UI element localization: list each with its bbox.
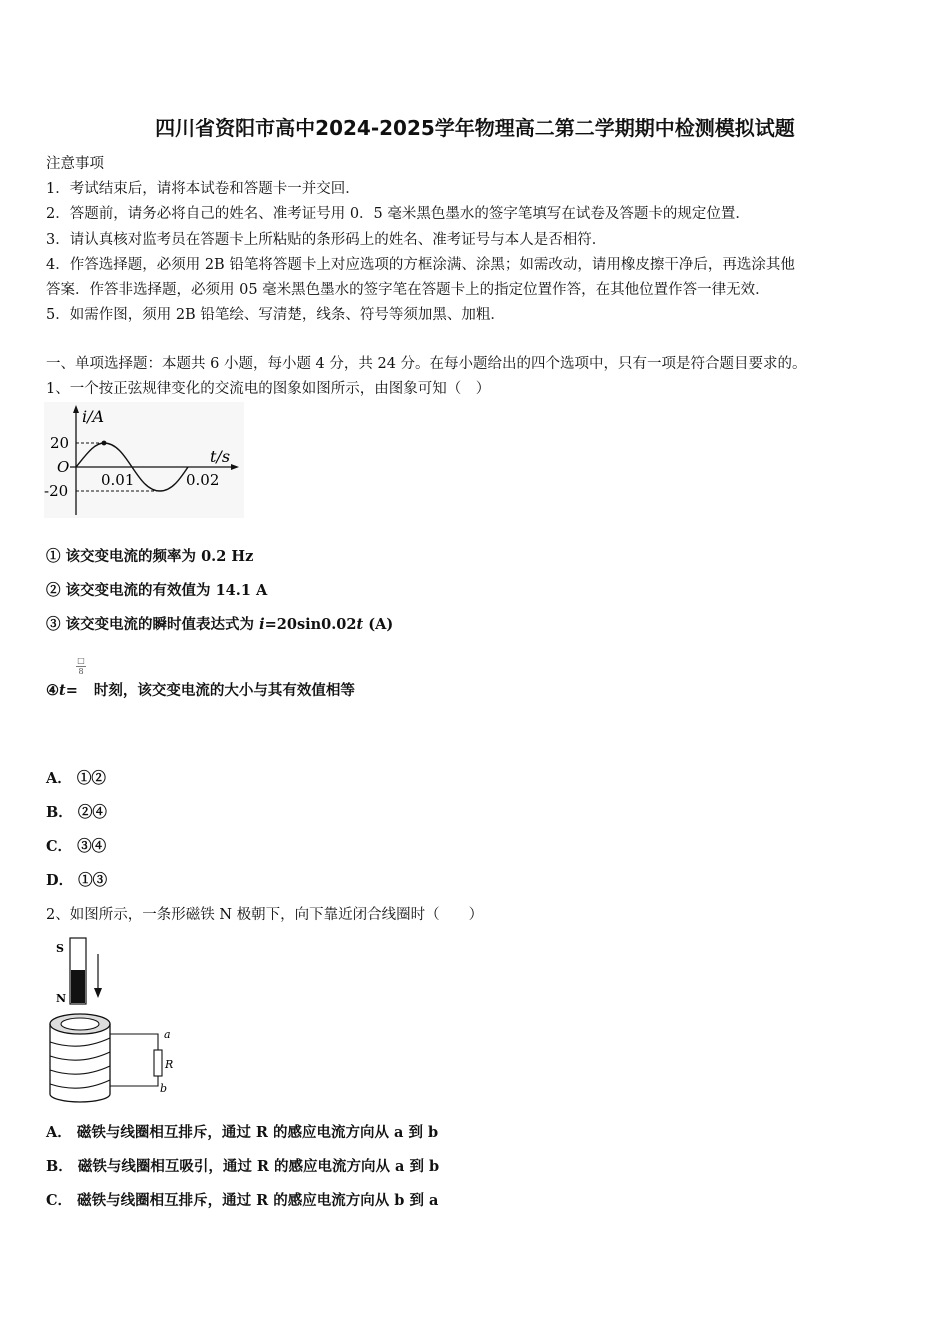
terminal-a-label: a — [164, 1028, 171, 1041]
coil-bottom — [50, 1094, 110, 1102]
wire-bottom — [110, 1076, 158, 1086]
y-tick-negative: -20 — [44, 482, 69, 500]
x-axis-label: t/s — [210, 447, 231, 466]
coil-winding — [50, 1080, 110, 1088]
q1-option-a: A． ①② — [46, 770, 106, 787]
q1-statement-1: ① 该交变电流的频率为 0.2 Hz — [46, 548, 254, 565]
peak-dot — [102, 441, 107, 446]
coil-winding — [50, 1038, 110, 1046]
q2-option-b: B． 磁铁与线圈相互吸引，通过 R 的感应电流方向从 a 到 b — [46, 1158, 440, 1175]
coil-hole — [61, 1018, 99, 1030]
x-tick-2: 0.02 — [186, 471, 220, 489]
north-pole-label: N — [56, 992, 67, 1005]
q2-magnet-coil-figure — [42, 934, 192, 1106]
terminal-b-label: b — [160, 1082, 168, 1095]
coil-winding — [50, 1052, 110, 1060]
notice-item-1: 1．考试结束后，请将本试卷和答题卡一并交回． — [46, 181, 360, 197]
motion-arrow-head — [94, 988, 102, 998]
section-heading: 一、单项选择题：本题共 6 小题，每小题 4 分，共 24 分。在每小题给出的四个选项中，只有一项是符合题目要求的。 — [46, 356, 807, 372]
notice-heading: 注意事项 — [46, 156, 104, 172]
q1-stem: 1、一个按正弦规律变化的交流电的图象如图所示，由图象可知（ ） — [46, 381, 491, 397]
q1-current-graph — [44, 402, 244, 518]
q1-statement-2: ② 该交变电流的有效值为 14.1 A — [46, 582, 268, 599]
q2-option-c: C． 磁铁与线圈相互排斥，通过 R 的感应电流方向从 b 到 a — [46, 1192, 439, 1209]
magnet-north-half — [71, 970, 85, 1003]
origin-label: O — [57, 458, 70, 476]
resistor-label: R — [165, 1058, 174, 1071]
y-axis-label: i/A — [82, 407, 105, 426]
notice-item-4: 4．作答选择题，必须用 2B 铅笔将答题卡上对应选项的方框涂满、涂黑；如需改动，请用橡皮擦干净后，再选涂其他 — [46, 257, 795, 273]
page-title: 四川省资阳市高中2024-2025学年物理高二第二学期期中检测模拟试题 — [155, 116, 795, 140]
resistor — [154, 1050, 162, 1076]
q1-fraction: □ 8 — [77, 656, 85, 676]
q1-option-d: D． ①③ — [46, 872, 108, 889]
q1-statement-3: ③ 该交变电流的瞬时值表达式为 i=20sin0.02t (A) — [46, 616, 394, 633]
notice-item-4-cont: 答案．作答非选择题，必须用 05 毫米黑色墨水的签字笔在答题卡上的指定位置作答，在其他位置作答一律无效． — [46, 282, 770, 298]
q1-option-c: C． ③④ — [46, 838, 107, 855]
south-pole-label: S — [56, 942, 64, 955]
q1-option-b: B． ②④ — [46, 804, 107, 821]
x-tick-1: 0.01 — [101, 471, 135, 489]
notice-item-2: 2．答题前，请务必将自己的姓名、准考证号用 0．5 毫米黑色墨水的签字笔填写在试卷及答题卡的规定位置． — [46, 206, 750, 222]
wire-top — [110, 1034, 158, 1050]
coil-winding — [50, 1066, 110, 1074]
q1-statement-4: ④t= 时刻，该交变电流的大小与其有效值相等 — [46, 682, 355, 699]
notice-item-3: 3．请认真核对监考员在答题卡上所粘贴的条形码上的姓名、准考证号与本人是否相符． — [46, 232, 607, 248]
q2-option-a: A． 磁铁与线圈相互排斥，通过 R 的感应电流方向从 a 到 b — [46, 1124, 439, 1141]
notice-item-5: 5．如需作图，须用 2B 铅笔绘、写清楚，线条、符号等须加黑、加粗． — [46, 307, 505, 323]
q2-stem: 2、如图所示，一条形磁铁 N 极朝下，向下靠近闭合线圈时（ ） — [46, 907, 484, 923]
y-tick-positive: 20 — [50, 434, 70, 452]
